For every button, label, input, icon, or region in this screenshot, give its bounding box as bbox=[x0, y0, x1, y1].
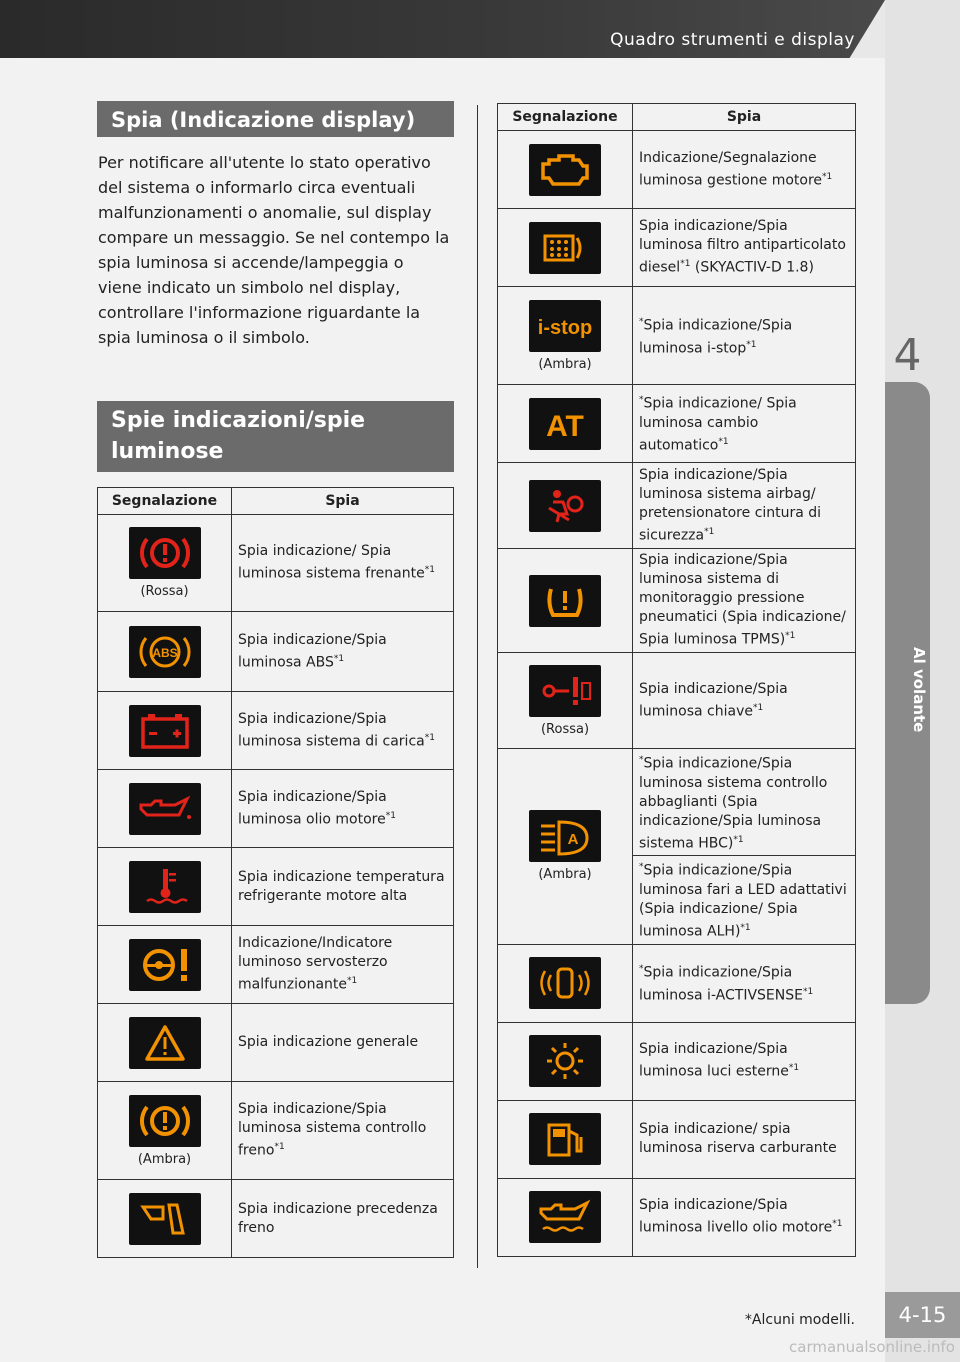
col-header-signal: Segnalazione bbox=[98, 488, 232, 515]
table-row bbox=[498, 463, 856, 549]
table-row bbox=[498, 1100, 856, 1178]
table-row bbox=[498, 131, 856, 209]
signal-cell bbox=[498, 1100, 633, 1178]
general-warning-icon bbox=[129, 1017, 201, 1069]
indicator-description: *Spia indicazione/ Spia luminosa cambio automatico$^{*1}$ bbox=[633, 385, 856, 463]
indicator-description: Spia indicazione precedenza freno bbox=[232, 1180, 454, 1258]
table-row bbox=[98, 1180, 454, 1258]
color-label: (Ambra) bbox=[538, 356, 592, 372]
tpms-icon bbox=[529, 575, 601, 627]
indicator-description: Spia indicazione/Spia luminosa luci esterne$^{*1}$ bbox=[633, 1022, 856, 1100]
indicator-description: Spia indicazione/Spia luminosa olio motore$^{*1}$ bbox=[232, 770, 454, 848]
signal-cell bbox=[98, 1082, 232, 1180]
signal-cell bbox=[498, 1178, 633, 1256]
oil-level-icon bbox=[529, 1191, 601, 1243]
signal-cell bbox=[498, 1022, 633, 1100]
table-row bbox=[98, 692, 454, 770]
diesel-filter-icon bbox=[529, 222, 601, 274]
col-header-indicator: Spia bbox=[633, 104, 856, 131]
indicator-description: Spia indicazione/Spia luminosa sistema controllo freno$^{*1}$ bbox=[232, 1082, 454, 1180]
fuel-icon bbox=[529, 1113, 601, 1165]
color-label: (Ambra) bbox=[137, 1151, 192, 1167]
signal-cell bbox=[98, 770, 232, 848]
color-label: (Rossa) bbox=[540, 721, 590, 737]
indicator-description: Spia indicazione/Spia luminosa sistema di monitoraggio pressione pneumatici (Spia indicazione/ Spia luminosa TPMS)$^{*1}$ bbox=[633, 549, 856, 653]
indicator-description: Spia indicazione/Spia luminosa sistema airbag/ pretensionatore cintura di sicurezza$^{*1}$ bbox=[633, 463, 856, 549]
exterior-lights-icon bbox=[529, 1035, 601, 1087]
table-row bbox=[498, 1022, 856, 1100]
table-row bbox=[498, 1178, 856, 1256]
page-number: 4-15 bbox=[885, 1292, 960, 1338]
indicator-description: Spia indicazione/Spia luminosa livello olio motore$^{*1}$ bbox=[633, 1178, 856, 1256]
intro-paragraph: Per notificare all'utente lo stato operativo del sistema o informarlo circa eventuali malfunzionamenti o anomalie, sul display compare un messaggio. Se nel contempo la spia luminosa si accende/lampeggia o viene indicato un simbolo nel display, controllare l'informazione riguardante la spia luminosa o il simbolo. bbox=[98, 153, 450, 347]
indicator-description: Indicazione/Segnalazione luminosa gestione motore$^{*1}$ bbox=[633, 131, 856, 209]
signal-cell bbox=[498, 209, 633, 287]
indicator-description: Indicazione/Indicatore luminoso servosterzo malfunzionante$^{*1}$ bbox=[232, 926, 454, 1004]
brake-warning-red-icon bbox=[129, 527, 201, 579]
chapter-number: 4 bbox=[893, 330, 922, 381]
color-label: (Ambra) bbox=[538, 867, 592, 883]
engine-check-icon bbox=[529, 144, 601, 196]
footnote: *Alcuni modelli. bbox=[744, 1312, 855, 1328]
section-title-indicators: Spie indicazioni/spie luminose bbox=[97, 401, 454, 472]
indicator-description: Spia indicazione/ Spia luminosa sistema frenante$^{*1}$ bbox=[232, 515, 454, 612]
oil-can-icon bbox=[129, 783, 201, 835]
svg-text:ABS: ABS bbox=[151, 645, 178, 660]
table-row bbox=[498, 549, 856, 653]
indicator-description: Spia indicazione/Spia luminosa ABS$^{*1}$ bbox=[232, 612, 454, 692]
table-row bbox=[98, 1082, 454, 1180]
brake-pedal-icon bbox=[129, 1193, 201, 1245]
table-row bbox=[98, 612, 454, 692]
table-row bbox=[498, 385, 856, 463]
table-row bbox=[498, 944, 856, 1022]
chapter-label: Al volante bbox=[910, 647, 928, 733]
signal-cell bbox=[498, 131, 633, 209]
signal-cell bbox=[498, 653, 633, 749]
table-row bbox=[498, 287, 856, 385]
i-activsense-icon bbox=[529, 957, 601, 1009]
indicator-table-right bbox=[497, 103, 856, 1257]
indicator-description: Spia indicazione/Spia luminosa chiave$^{*1}$ bbox=[633, 653, 856, 749]
signal-cell bbox=[498, 463, 633, 549]
svg-text:i-stop: i-stop bbox=[537, 316, 593, 339]
svg-text:AT: AT bbox=[546, 409, 584, 443]
signal-cell bbox=[98, 612, 232, 692]
indicator-description: *Spia indicazione/Spia luminosa i-stop$^{*1}$ bbox=[633, 287, 856, 385]
key-icon bbox=[529, 665, 601, 717]
svg-text:A: A bbox=[567, 831, 579, 849]
color-label: (Rossa) bbox=[140, 584, 189, 599]
airbag-icon bbox=[529, 480, 601, 532]
indicator-table-left bbox=[97, 487, 454, 1258]
indicator-description: *Spia indicazione/Spia luminosa i-ACTIVSENSE$^{*1}$ bbox=[633, 944, 856, 1022]
signal-cell bbox=[98, 1180, 232, 1258]
table-row bbox=[98, 515, 454, 612]
at-icon bbox=[529, 398, 601, 450]
table-row bbox=[498, 653, 856, 749]
battery-icon bbox=[129, 705, 201, 757]
indicator-description: Spia indicazione generale bbox=[232, 1004, 454, 1082]
indicator-description: Spia indicazione/Spia luminosa sistema di carica$^{*1}$ bbox=[232, 692, 454, 770]
signal-cell bbox=[498, 549, 633, 653]
header-title: Quadro strumenti e display bbox=[610, 30, 855, 50]
table-row bbox=[98, 770, 454, 848]
watermark: carmanualsonline.info bbox=[789, 1338, 955, 1356]
table-row bbox=[498, 209, 856, 287]
signal-cell bbox=[98, 1004, 232, 1082]
signal-cell bbox=[98, 692, 232, 770]
hbc-icon bbox=[529, 810, 601, 862]
signal-cell bbox=[98, 926, 232, 1004]
table-row bbox=[98, 926, 454, 1004]
abs-icon bbox=[129, 626, 201, 678]
signal-cell bbox=[98, 848, 232, 926]
signal-cell bbox=[498, 287, 633, 385]
table-row bbox=[98, 1004, 454, 1082]
indicator-description: *Spia indicazione/Spia luminosa fari a LED adattativi (Spia indicazione/ Spia luminosa ALH)$^{*1}$ bbox=[633, 856, 856, 944]
power-steering-icon bbox=[129, 939, 201, 991]
indicator-description: *Spia indicazione/Spia luminosa sistema controllo abbaglianti (Spia indicazione/Spia luminosa sistema HBC)$^{*1}$ bbox=[633, 749, 856, 856]
i-stop-icon bbox=[529, 300, 601, 352]
col-header-signal: Segnalazione bbox=[498, 104, 633, 131]
table-row bbox=[98, 848, 454, 926]
indicator-description: Spia indicazione temperatura refrigerante motore alta bbox=[232, 848, 454, 926]
signal-cell bbox=[498, 749, 633, 945]
signal-cell bbox=[498, 385, 633, 463]
brake-warning-amber-icon bbox=[129, 1095, 201, 1147]
coolant-temp-icon bbox=[129, 861, 201, 913]
table-row bbox=[498, 749, 856, 856]
indicator-description: Spia indicazione/Spia luminosa filtro antiparticolato diesel$^{*1}$ (SKYACTIV-D 1.8) bbox=[633, 209, 856, 287]
indicator-description: Spia indicazione/ spia luminosa riserva carburante bbox=[633, 1100, 856, 1178]
section-title-display: Spia (Indicazione display) bbox=[97, 101, 454, 137]
signal-cell bbox=[498, 944, 633, 1022]
col-header-indicator: Spia bbox=[232, 488, 454, 515]
signal-cell bbox=[98, 515, 232, 612]
column-divider bbox=[477, 105, 478, 1268]
